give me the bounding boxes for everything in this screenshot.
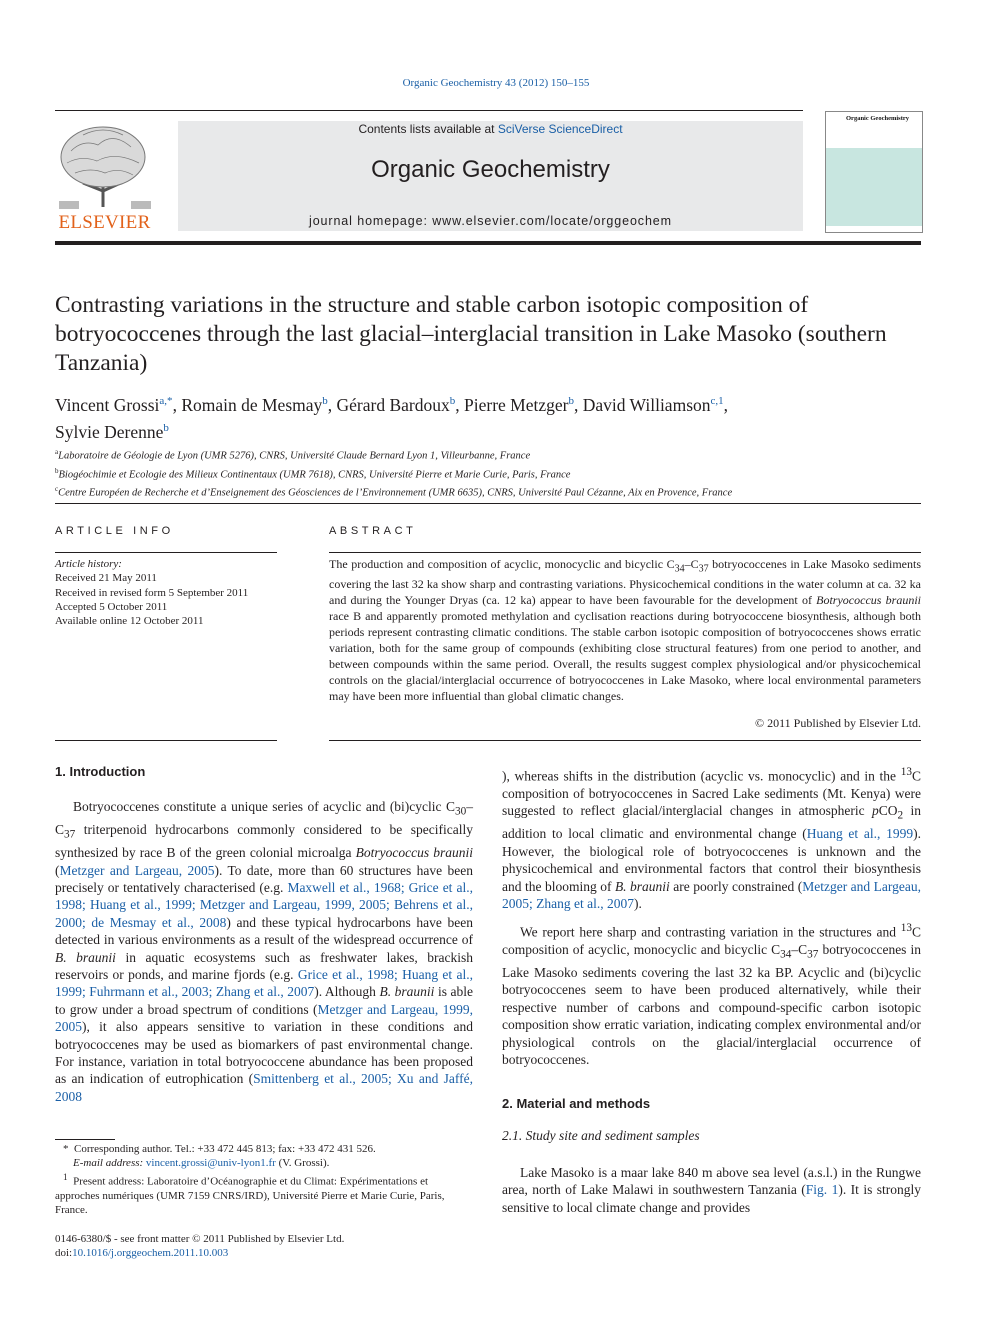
cover-title: Organic Geochemistry xyxy=(846,115,909,122)
affiliations xyxy=(55,445,921,501)
history-item: Available online 12 October 2011 xyxy=(55,615,204,628)
history-item: Received 21 May 2011 xyxy=(55,572,157,585)
reference-link[interactable]: Huang et al., 1999 xyxy=(806,826,914,842)
journal-homepage[interactable]: journal homepage: www.elsevier.com/locate/orggeochem xyxy=(309,214,672,228)
journal-citation[interactable]: Organic Geochemistry 43 (2012) 150–155 xyxy=(402,77,590,89)
footnote-email: E-mail address: vincent.grossi@univ-lyon1.fr (V. Grossi). xyxy=(73,1157,330,1170)
reference-link[interactable]: Metzger and Largeau, 2005; Zhang et al., 2007 xyxy=(502,878,922,912)
journal-cover-thumbnail xyxy=(825,111,923,233)
introduction-paragraph-2: We report here sharp and contrasting variation in the structures and $^{13}$C composition of acyclic, monocyclic and bicyclic $C_{34}-C_{37}$ botryococcenes in Lake Masoko sediments covering the last 32 ka BP. Acyclic and (bi)cyclic botryococcenes seem to have been produced alternatively, while their respective number of carbons and compound-specific carbon isotopic composition show erratic variation, indicating complex environmental and/or physiological controls on the glacial/interglacial occurrence of botryococcenes. xyxy=(502,922,921,1068)
author-name[interactable]: Gérard Bardoux xyxy=(336,394,450,415)
article-title: Contrasting variations in the structure and stable carbon isotopic composition of botryococcenes through the last glacial–interglacial transition in Lake Masoko (southern Tanzania) xyxy=(55,292,887,376)
affiliation: $^a$Laboratoire de Géologie de Lyon (UMR 5276), CNRS, Université Claude Bernard Lyon 1, Villeurbanne, France xyxy=(55,448,531,462)
footnote-rule xyxy=(55,1139,115,1140)
contents-prefix: Contents lists available at xyxy=(358,122,498,136)
header-thick-rule xyxy=(55,241,921,245)
contents-line xyxy=(178,122,803,136)
reference-link[interactable]: Smittenberg et al., 2005; Xu and Jaffé, 2008 xyxy=(55,1071,473,1104)
footnote-present-address: $^1$ Present address: Laboratoire d’Océanographie et du Climat: Expérimentations et approches numériques (UMR 7159 CNRS/IRD), Université Pierre et Marie Curie, Paris, France. xyxy=(55,1172,445,1217)
introduction-paragraph-continued: ), whereas shifts in the distribution (acyclic vs. monocyclic) and in the $^{13}$C composition of botryococcenes in Sacred Lake sediments (Mt. Kenya) were suggested to reflect glacial/interglacial changes in atmospheric pCO$_2$ in addition to local climatic and environmental change (Huang et al., 1999). However, the biological role of botryococcenes is unknown and the physicochemical and environmental factors that control their biosynthesis and the blooming of B. braunii are poorly constrained (Metzger and Largeau, 2005; Zhang et al., 2007). xyxy=(502,766,922,912)
elsevier-wordmark: ELSEVIER xyxy=(58,212,151,233)
author-name[interactable]: Sylvie Derenne xyxy=(55,421,164,442)
introduction-paragraph: Botryococcenes constitute a unique series of acyclic and (bi)cyclic $C_{30}-C_{37}$ triterpenoid hydrocarbons commonly considered to be specifically synthesized by race B of the green colonial microalga Botryococcus braunii (Metzger and Largeau, 2005). To date, more than 60 structures have been precisely or tentatively characterised (e.g. Maxwell et al., 1968; Grice et al., 1998; Huang et al., 1999; Metzger and Largeau, 1999, 2005; Behrens et al., 2000; de Mesmay et al., 2008) and these typical hydrocarbons have been detected in various environments as a result of the widespread occurrence of B. braunii in aquatic ecosystems such as freshwater lakes, brackish reservoirs or ponds, and marine fjords (e.g. Grice et al., 1998; Huang et al., 1999; Fuhrmann et al., 2003; Zhang et al., 2007). Although B. braunii is able to grow under a broad spectrum of conditions (Metzger and Largeau, 1999, 2005), it also appears sensitive to variation in these conditions and botryococcenes may be used as biomarkers of past environmental change. For instance, variation in total botryococcene abundance has been proposed as an indication of eutrophication (Smittenberg et al., 2005; Xu and Jaffé, 2008 xyxy=(55,799,473,1104)
author-name[interactable]: Pierre Metzger xyxy=(464,394,569,415)
methods-paragraph: Lake Masoko is a maar lake 840 m above sea level (a.s.l.) in the Rungwe area, north of Lake Malawi in southwestern Tanzania (Fig. 1). It is strongly sensitive to local climate change and provides xyxy=(502,1165,922,1215)
subsection-heading-study-site: 2.1. Study site and sediment samples xyxy=(502,1128,700,1143)
author-sup[interactable]: b xyxy=(163,421,169,434)
author-sup[interactable]: a,* xyxy=(159,395,173,407)
abstract-bottom-rule xyxy=(329,740,921,741)
history-item: Accepted 5 October 2011 xyxy=(55,600,168,613)
reference-link[interactable]: Maxwell et al., 1968; Grice et al., 1998; Huang et al., 1999; Metzger and Largeau, 1999, 2005; Behrens et al., 2000; de Mesmay et al., 2008 xyxy=(55,880,473,930)
author-list: Vincent Grossi$^{a,*}$, Romain de Mesmay$^b$, Gérard Bardoux$^b$, Pierre Metzger$^b$, David Williamson$^{c,1}$, Sylvie Derenne$^b$ xyxy=(55,394,729,442)
section-heading-introduction: 1. Introduction xyxy=(55,764,146,779)
reference-link[interactable]: Metzger and Largeau, 2005 xyxy=(59,862,215,878)
abstract-label: ABSTRACT xyxy=(329,525,417,537)
section-heading-methods: 2. Material and methods xyxy=(502,1096,651,1111)
affiliation-rule xyxy=(55,503,921,504)
email-link[interactable]: vincent.grossi@univ-lyon1.fr xyxy=(145,1157,276,1170)
footnotes xyxy=(55,1142,473,1218)
history-label: Article history: xyxy=(55,558,122,570)
history-item: Received in revised form 5 September 2011 xyxy=(55,586,249,599)
author-name[interactable]: Romain de Mesmay xyxy=(181,394,323,415)
figure-link[interactable]: Fig. 1 xyxy=(805,1182,839,1198)
article-history xyxy=(55,557,277,628)
footnote-corresponding: * Corresponding author. Tel.: +33 472 445 813; fax: +33 472 431 526. xyxy=(63,1143,376,1155)
affiliation: $^c$Centre Européen de Recherche et d’Enseignement des Géosciences de l’Environnement (UMR 6635), CNRS, Université Paul Cézanne, Aix en Provence, France xyxy=(55,485,733,499)
article-info-rule xyxy=(55,552,277,553)
affiliation: $^b$Biogéochimie et Ecologie des Milieux Continentaux (UMR 7618), CNRS, Université Pierre et Marie Curie, Paris, France xyxy=(55,466,571,481)
abstract-copyright: © 2011 Published by Elsevier Ltd. xyxy=(755,716,921,730)
author-name[interactable]: David Williamson xyxy=(582,394,711,415)
journal-name: Organic Geochemistry xyxy=(371,156,610,183)
article-info-bottom-rule xyxy=(55,740,277,741)
doi-link[interactable]: 10.1016/j.orggeochem.2011.10.003 xyxy=(72,1247,229,1260)
author-sup[interactable]: b xyxy=(568,395,574,407)
header-rule xyxy=(55,110,803,111)
sciencedirect-link[interactable]: SciVerse ScienceDirect xyxy=(497,122,623,136)
doi-line: doi:10.1016/j.orggeochem.2011.10.003 xyxy=(55,1247,229,1260)
author-sup[interactable]: b xyxy=(449,395,456,407)
author-sup[interactable]: b xyxy=(322,395,328,407)
page-footer xyxy=(55,1232,473,1260)
abstract-text: The production and composition of acyclic, monocyclic and bicyclic $C_{34}-C_{37}$ botryococcenes in Lake Masoko sediments covering the last 32 ka show sharp and contrasting variations. Physicochemical conditions in the water column at ca. 32 ka and during the Younger Dryas (ca. 12 ka) appear to have been favourable for the development of Botryococcus braunii race B and apparently promoted methylation and cyclisation reactions during botryococcene biosynthesis, although both periods represent contrasting climatic conditions. The stable carbon isotopic composition of botryococcenes shows erratic variation, both for the same group of compounds (exhibiting close structural features) from one period to another, and between compounds within the same period. Overall, the results suggest complex physiological and/or physicochemical controls on the glacial/interglacial occurrence of botryococcenes in Lake Masoko, where local environmental parameters may have been more influential than global climatic changes. xyxy=(329,557,921,703)
article-info-label: ARTICLE INFO xyxy=(55,525,174,537)
reference-link[interactable]: Metzger and Largeau, 1999, 2005 xyxy=(55,1001,473,1035)
reference-link[interactable]: Grice et al., 1998; Huang et al., 1999; Fuhrmann et al., 2003; Zhang et al., 2007 xyxy=(55,967,473,1000)
abstract-rule xyxy=(329,552,921,553)
issn-line: 0146-6380/$ - see front matter © 2011 Published by Elsevier Ltd. xyxy=(55,1233,345,1245)
author-sup[interactable]: c,1 xyxy=(710,395,724,407)
author-name[interactable]: Vincent Grossi xyxy=(55,394,160,415)
